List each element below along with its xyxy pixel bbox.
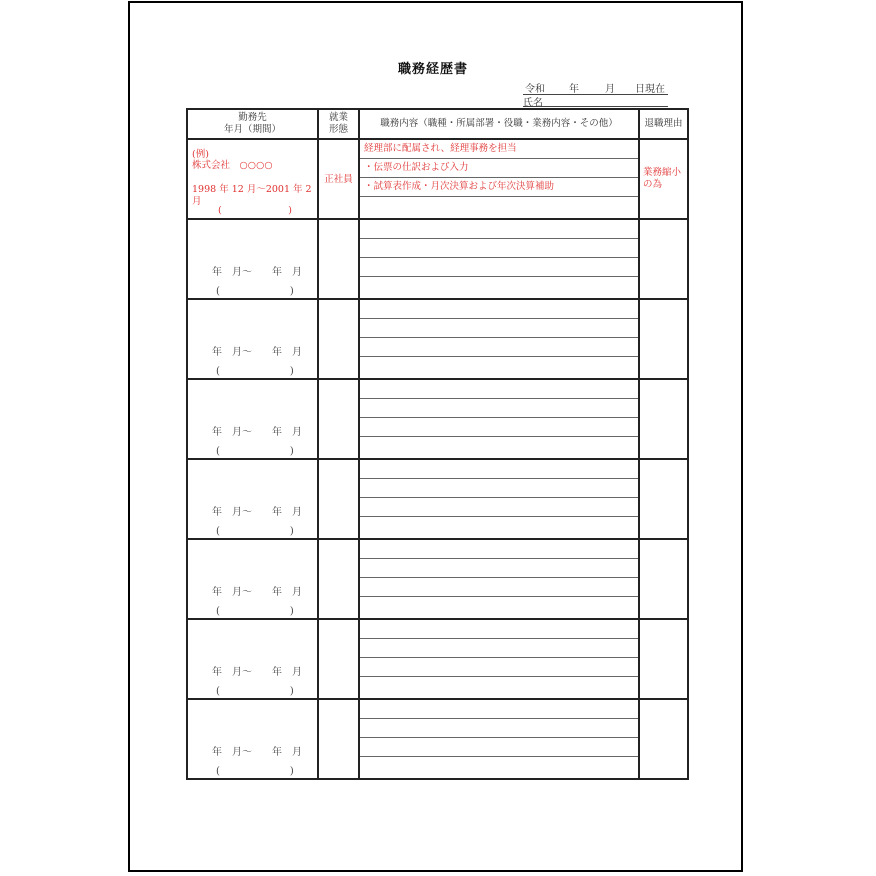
table-row xyxy=(187,619,688,699)
duty-line xyxy=(360,418,638,437)
company-cell[interactable] xyxy=(187,379,318,459)
col-header-reason: 退職理由 xyxy=(639,109,688,139)
company-cell-content xyxy=(188,380,317,458)
table-row xyxy=(187,699,688,779)
duty-line xyxy=(360,357,638,376)
duty-line xyxy=(360,559,638,578)
duty-line xyxy=(360,700,638,719)
name-field[interactable] xyxy=(523,94,668,107)
duties-cell[interactable] xyxy=(359,619,639,699)
company-cell[interactable] xyxy=(187,619,318,699)
company-cell[interactable] xyxy=(187,459,318,539)
company-cell-content xyxy=(188,300,317,378)
company-cell-content xyxy=(188,460,317,538)
table-row xyxy=(187,219,688,299)
duty-line xyxy=(360,479,638,498)
duties-lines xyxy=(360,140,638,218)
col-header-company: 勤務先 年月（期間） xyxy=(187,109,318,139)
example-employment: 正社員 xyxy=(324,174,353,185)
employment-cell[interactable] xyxy=(318,379,359,459)
duty-line xyxy=(360,757,638,776)
period-text: 年 月～ 年 月 xyxy=(212,427,302,438)
employment-cell[interactable] xyxy=(318,619,359,699)
duty-line xyxy=(360,620,638,639)
duty-line xyxy=(360,338,638,357)
reason-cell[interactable] xyxy=(639,619,688,699)
duties-lines xyxy=(360,380,638,458)
duty-line xyxy=(360,239,638,258)
reason-cell[interactable] xyxy=(639,699,688,779)
date-field[interactable] xyxy=(523,80,668,95)
period-text: 年 月～ 年 月 xyxy=(212,747,302,758)
duty-line: ・試算表作成・月次決算および年次決算補助 xyxy=(360,178,638,197)
duty-line xyxy=(360,460,638,479)
company-cell[interactable] xyxy=(187,219,318,299)
duties-cell[interactable] xyxy=(359,139,639,219)
career-table xyxy=(186,108,689,780)
example-company: 株式会社 ○○○○ xyxy=(192,160,273,171)
duration-text: ( ) xyxy=(216,606,294,617)
reason-cell[interactable] xyxy=(639,139,688,219)
duration-text: ( ) xyxy=(216,286,294,297)
duties-cell[interactable] xyxy=(359,539,639,619)
example-reason: 業務縮小の為 xyxy=(643,167,682,190)
duration-text: ( ) xyxy=(216,686,294,697)
reason-cell[interactable] xyxy=(639,299,688,379)
duration-text: ( ) xyxy=(216,766,294,777)
page-title: 職務経歴書 xyxy=(398,62,469,77)
duties-lines xyxy=(360,540,638,618)
col-header-employment: 就業 形態 xyxy=(318,109,359,139)
duty-line xyxy=(360,197,638,216)
employment-cell[interactable] xyxy=(318,139,359,219)
duties-cell[interactable] xyxy=(359,219,639,299)
company-cell-content xyxy=(188,620,317,698)
era-label: 令和 xyxy=(525,84,545,95)
duration-text: ( ) xyxy=(216,526,294,537)
duty-line xyxy=(360,639,638,658)
period-text: 年 月～ 年 月 xyxy=(212,267,302,278)
table-row xyxy=(187,299,688,379)
duty-line xyxy=(360,498,638,517)
duty-line xyxy=(360,380,638,399)
employment-cell[interactable] xyxy=(318,299,359,379)
table-row xyxy=(187,379,688,459)
duties-cell[interactable] xyxy=(359,699,639,779)
duties-cell[interactable] xyxy=(359,299,639,379)
duration-text: ( ) xyxy=(216,366,294,377)
duty-line: 経理部に配属され、経理事務を担当 xyxy=(360,140,638,159)
reason-cell[interactable] xyxy=(639,219,688,299)
duty-line xyxy=(360,719,638,738)
day-label: 日現在 xyxy=(635,84,665,95)
company-cell[interactable] xyxy=(187,139,318,219)
reason-cell[interactable] xyxy=(639,459,688,539)
duties-lines xyxy=(360,700,638,778)
duty-line xyxy=(360,578,638,597)
company-cell[interactable] xyxy=(187,539,318,619)
duty-line xyxy=(360,277,638,296)
table-row-example xyxy=(187,139,688,219)
company-cell-content xyxy=(188,220,317,298)
duty-line xyxy=(360,319,638,338)
duties-lines xyxy=(360,460,638,538)
duties-lines xyxy=(360,220,638,298)
example-label: (例) xyxy=(192,149,209,160)
duration-text: ( ) xyxy=(216,446,294,457)
period-text: 年 月～ 年 月 xyxy=(212,587,302,598)
duty-line xyxy=(360,540,638,559)
duty-line xyxy=(360,658,638,677)
duties-cell[interactable] xyxy=(359,379,639,459)
example-duration: ( ) xyxy=(218,205,292,216)
company-cell[interactable] xyxy=(187,699,318,779)
example-period: 1998 年 12 月～2001 年 2 月 xyxy=(192,184,312,207)
table-row xyxy=(187,539,688,619)
reason-cell[interactable] xyxy=(639,539,688,619)
duty-line xyxy=(360,258,638,277)
duty-line: ・伝票の仕訳および入力 xyxy=(360,159,638,178)
employment-cell[interactable] xyxy=(318,459,359,539)
duties-lines xyxy=(360,620,638,698)
employment-cell[interactable] xyxy=(318,539,359,619)
duties-lines xyxy=(360,300,638,378)
reason-cell[interactable] xyxy=(639,379,688,459)
duty-line xyxy=(360,517,638,536)
year-label: 年 xyxy=(569,84,579,95)
duty-line xyxy=(360,437,638,456)
duty-line xyxy=(360,300,638,319)
table-row xyxy=(187,459,688,539)
duties-cell[interactable] xyxy=(359,459,639,539)
duty-line xyxy=(360,399,638,418)
col-header-duties: 職務内容（職種・所属部署・役職・業務内容・その他） xyxy=(359,109,639,139)
period-text: 年 月～ 年 月 xyxy=(212,507,302,518)
company-cell-content xyxy=(188,140,317,218)
company-cell[interactable] xyxy=(187,299,318,379)
duty-line xyxy=(360,220,638,239)
duty-line xyxy=(360,677,638,696)
period-text: 年 月～ 年 月 xyxy=(212,347,302,358)
duty-line xyxy=(360,597,638,616)
employment-cell[interactable] xyxy=(318,219,359,299)
company-cell-content xyxy=(188,540,317,618)
name-label: 氏名 xyxy=(523,98,543,109)
duty-line xyxy=(360,738,638,757)
company-cell-content xyxy=(188,700,317,778)
employment-cell[interactable] xyxy=(318,699,359,779)
month-label: 月 xyxy=(605,84,615,95)
period-text: 年 月～ 年 月 xyxy=(212,667,302,678)
